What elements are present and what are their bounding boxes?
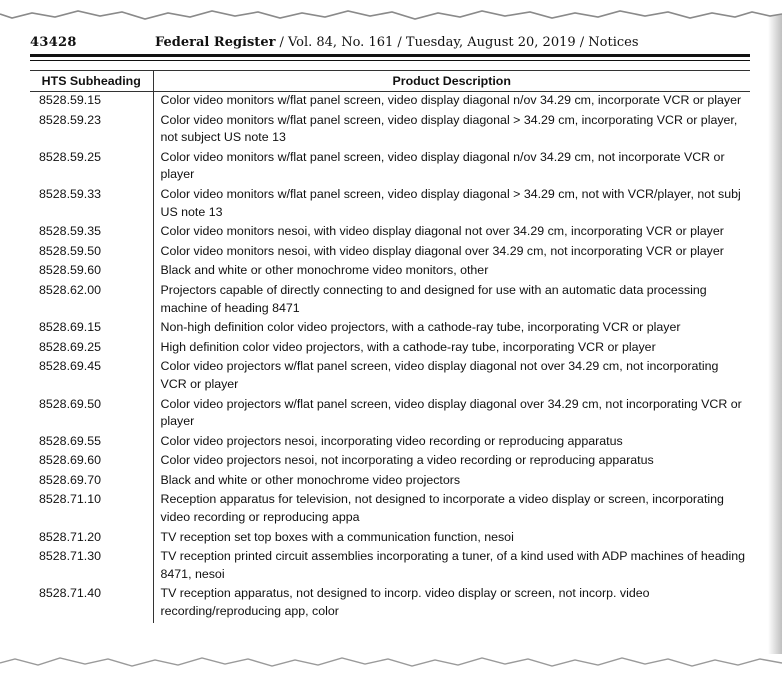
publication-name: Federal Register bbox=[155, 35, 276, 50]
column-header-hts: HTS Subheading bbox=[30, 71, 153, 92]
product-description-cell: Color video monitors w/flat panel screen, video display diagonal > 34.29 cm, not with VCR/player, not subj US note 13 bbox=[160, 186, 741, 219]
table-row bbox=[30, 491, 750, 528]
product-description-cell: TV reception set top boxes with a communication function, nesoi bbox=[160, 529, 514, 544]
product-description-cell: Black and white or other monochrome video projectors bbox=[160, 472, 461, 487]
hts-code-cell: 8528.69.15 bbox=[30, 319, 153, 339]
table-row bbox=[30, 243, 750, 263]
hts-code-cell: 8528.69.50 bbox=[30, 396, 153, 433]
product-description-cell: Color video projectors w/flat panel screen, video display diagonal not over 34.29 cm, not incorporating VCR or player bbox=[160, 359, 719, 391]
hts-code-cell: 8528.71.40 bbox=[30, 585, 153, 622]
table-row bbox=[30, 92, 750, 112]
hts-code-cell: 8528.71.30 bbox=[30, 548, 153, 585]
hts-code-cell: 8528.59.50 bbox=[30, 243, 153, 263]
hts-code-cell: 8528.59.15 bbox=[30, 92, 153, 112]
product-description-cell: Color video projectors w/flat panel screen, video display diagonal over 34.29 cm, not incorporating VCR or player bbox=[160, 396, 742, 429]
table-row bbox=[30, 433, 750, 453]
hts-code-cell: 8528.59.33 bbox=[30, 186, 153, 223]
product-description-cell: Color video monitors w/flat panel screen, video display diagonal n/ov 34.29 cm, not incorporate VCR or player bbox=[160, 149, 725, 182]
table-row bbox=[30, 112, 750, 149]
product-description-cell: High definition color video projectors, with a cathode-ray tube, incorporating VCR or player bbox=[160, 339, 656, 354]
product-description-cell: Projectors capable of directly connecting to and designed for use with an automatic data processing machine of heading 8471 bbox=[160, 282, 707, 315]
torn-top-edge bbox=[0, 0, 782, 30]
hts-code-cell: 8528.69.70 bbox=[30, 472, 153, 492]
product-description-cell: Color video monitors w/flat panel screen, video display diagonal > 34.29 cm, incorporating VCR or player, not subject US note 13 bbox=[160, 112, 738, 145]
product-description-cell: Color video projectors nesoi, incorporating video recording or reproducing apparatus bbox=[160, 433, 623, 448]
table-row bbox=[30, 358, 750, 395]
header-rule-thick bbox=[30, 54, 750, 57]
hts-code-cell: 8528.69.45 bbox=[30, 358, 153, 395]
torn-bottom-edge bbox=[0, 653, 782, 681]
page-number: 43428 bbox=[30, 35, 77, 50]
issue-citation: / Vol. 84, No. 161 / Tuesday, August 20, 2019 / Notices bbox=[279, 35, 639, 50]
hts-code-cell: 8528.69.25 bbox=[30, 339, 153, 359]
product-description-cell: Black and white or other monochrome video monitors, other bbox=[160, 263, 489, 278]
hts-code-cell: 8528.59.35 bbox=[30, 223, 153, 243]
header-rule-thin bbox=[30, 60, 750, 61]
hts-code-cell: 8528.71.10 bbox=[30, 491, 153, 528]
product-description-cell: TV reception printed circuit assemblies incorporating a tuner, of a kind used with ADP machines of heading 8471, nesoi bbox=[160, 549, 746, 581]
hts-code-cell: 8528.69.60 bbox=[30, 452, 153, 472]
table-row bbox=[30, 319, 750, 339]
citation-line bbox=[155, 35, 639, 50]
product-description-cell: Color video monitors w/flat panel screen, video display diagonal n/ov 34.29 cm, incorporate VCR or player bbox=[160, 93, 742, 107]
table-row bbox=[30, 396, 750, 433]
product-description-cell: Non-high definition color video projectors, with a cathode-ray tube, incorporating VCR or player bbox=[160, 320, 681, 335]
table-row bbox=[30, 339, 750, 359]
hts-code-cell: 8528.59.25 bbox=[30, 149, 153, 186]
table-row bbox=[30, 282, 750, 319]
table-row bbox=[30, 149, 750, 186]
product-description-cell: Color video monitors nesoi, with video display diagonal not over 34.29 cm, incorporating VCR or player bbox=[160, 224, 724, 239]
product-description-cell: Color video projectors nesoi, not incorporating a video recording or reproducing apparatus bbox=[160, 453, 654, 468]
page-header bbox=[30, 35, 750, 55]
hts-code-cell: 8528.59.23 bbox=[30, 112, 153, 149]
hts-code-cell: 8528.71.20 bbox=[30, 529, 153, 549]
product-description-cell: Color video monitors nesoi, with video display diagonal over 34.29 cm, not incorporating VCR or player bbox=[160, 243, 724, 258]
hts-code-cell: 8528.59.60 bbox=[30, 262, 153, 282]
table-row bbox=[30, 262, 750, 282]
table-row bbox=[30, 472, 750, 492]
table-row bbox=[30, 452, 750, 472]
column-header-description: Product Description bbox=[153, 71, 750, 92]
hts-code-cell: 8528.69.55 bbox=[30, 433, 153, 453]
table-row bbox=[30, 529, 750, 549]
table-row bbox=[30, 223, 750, 243]
hts-table bbox=[30, 70, 750, 623]
table-row bbox=[30, 548, 750, 585]
hts-code-cell: 8528.62.00 bbox=[30, 282, 153, 319]
table-row bbox=[30, 186, 750, 223]
table-row bbox=[30, 585, 750, 622]
page-edge-shadow bbox=[768, 14, 782, 654]
product-description-cell: Reception apparatus for television, not designed to incorporate a video display or screen, incorporating video recording or reproducing appa bbox=[160, 492, 724, 525]
product-description-cell: TV reception apparatus, not designed to incorp. video display or screen, not incorp. video recording/reproducing app, color bbox=[160, 586, 650, 619]
table-header-row bbox=[30, 71, 750, 92]
